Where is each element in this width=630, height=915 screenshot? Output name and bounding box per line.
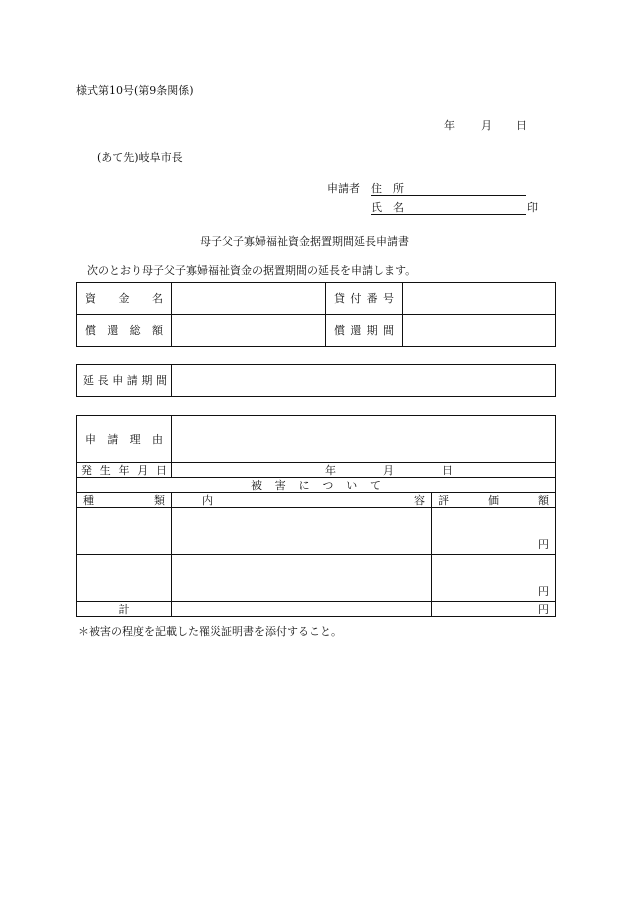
- damage-type-field-1[interactable]: [77, 508, 172, 555]
- type-column-header: 種 類: [77, 493, 172, 508]
- reason-label: 申 請 理 由: [77, 416, 172, 463]
- loan-number-field[interactable]: [403, 283, 556, 315]
- content-column-header: 内 容: [172, 493, 432, 508]
- total-content-field: [172, 602, 432, 617]
- occurrence-date-label: 発 生 年 月 日: [77, 463, 172, 478]
- total-repayment-field[interactable]: [172, 315, 326, 347]
- total-value-field[interactable]: [432, 602, 556, 617]
- applicant-label: 申請者: [327, 182, 360, 195]
- damage-content-field-2[interactable]: [172, 555, 432, 602]
- name-underline: [371, 214, 526, 215]
- total-label: 計: [77, 602, 172, 617]
- date-year-label: 年: [444, 119, 455, 132]
- loan-table: [76, 282, 556, 347]
- fund-name-field[interactable]: [172, 283, 326, 315]
- value-column-header: 評 価 額: [432, 493, 556, 508]
- addressee: (あて先)岐阜市長: [97, 151, 183, 164]
- occurrence-year: 年: [325, 464, 336, 477]
- damage-value-field-2[interactable]: [432, 555, 556, 602]
- extension-period-label: 延 長 申 請 期 間: [77, 365, 172, 397]
- reason-field[interactable]: [172, 416, 556, 463]
- yen-unit: 円: [538, 538, 549, 551]
- extension-period-field[interactable]: [172, 365, 556, 397]
- total-repayment-label: 償 還 総 額: [77, 315, 172, 347]
- address-label: 住 所: [371, 182, 404, 195]
- repayment-period-label: 償 還 期 間: [326, 315, 403, 347]
- fund-name-label: 資 金 名: [77, 283, 172, 315]
- footnote: ＊被害の程度を記載した罹災証明書を添付すること。: [78, 625, 342, 638]
- date-month-label: 月: [481, 119, 492, 132]
- occurrence-month: 月: [383, 464, 394, 477]
- extension-table: [76, 364, 556, 397]
- damage-value-field-1[interactable]: [432, 508, 556, 555]
- yen-unit: 円: [538, 602, 549, 616]
- damage-table: [76, 415, 556, 617]
- intro-text: 次のとおり母子父子寡婦福祉資金の据置期間の延長を申請します。: [87, 264, 417, 277]
- occurrence-day: 日: [442, 464, 453, 477]
- occurrence-date-field[interactable]: [172, 463, 556, 478]
- yen-unit: 円: [538, 585, 549, 598]
- date-day-label: 日: [516, 119, 527, 132]
- damage-content-field-1[interactable]: [172, 508, 432, 555]
- damage-type-field-2[interactable]: [77, 555, 172, 602]
- seal-mark: 印: [527, 201, 538, 214]
- repayment-period-field[interactable]: [403, 315, 556, 347]
- name-label: 氏 名: [371, 201, 404, 214]
- document-title: 母子父子寡婦福祉資金据置期間延長申請書: [200, 235, 409, 248]
- damage-heading: 被 害 に つ い て: [77, 478, 556, 493]
- address-underline: [371, 195, 526, 196]
- loan-number-label: 貸 付 番 号: [326, 283, 403, 315]
- form-number: 様式第10号(第9条関係): [76, 84, 194, 97]
